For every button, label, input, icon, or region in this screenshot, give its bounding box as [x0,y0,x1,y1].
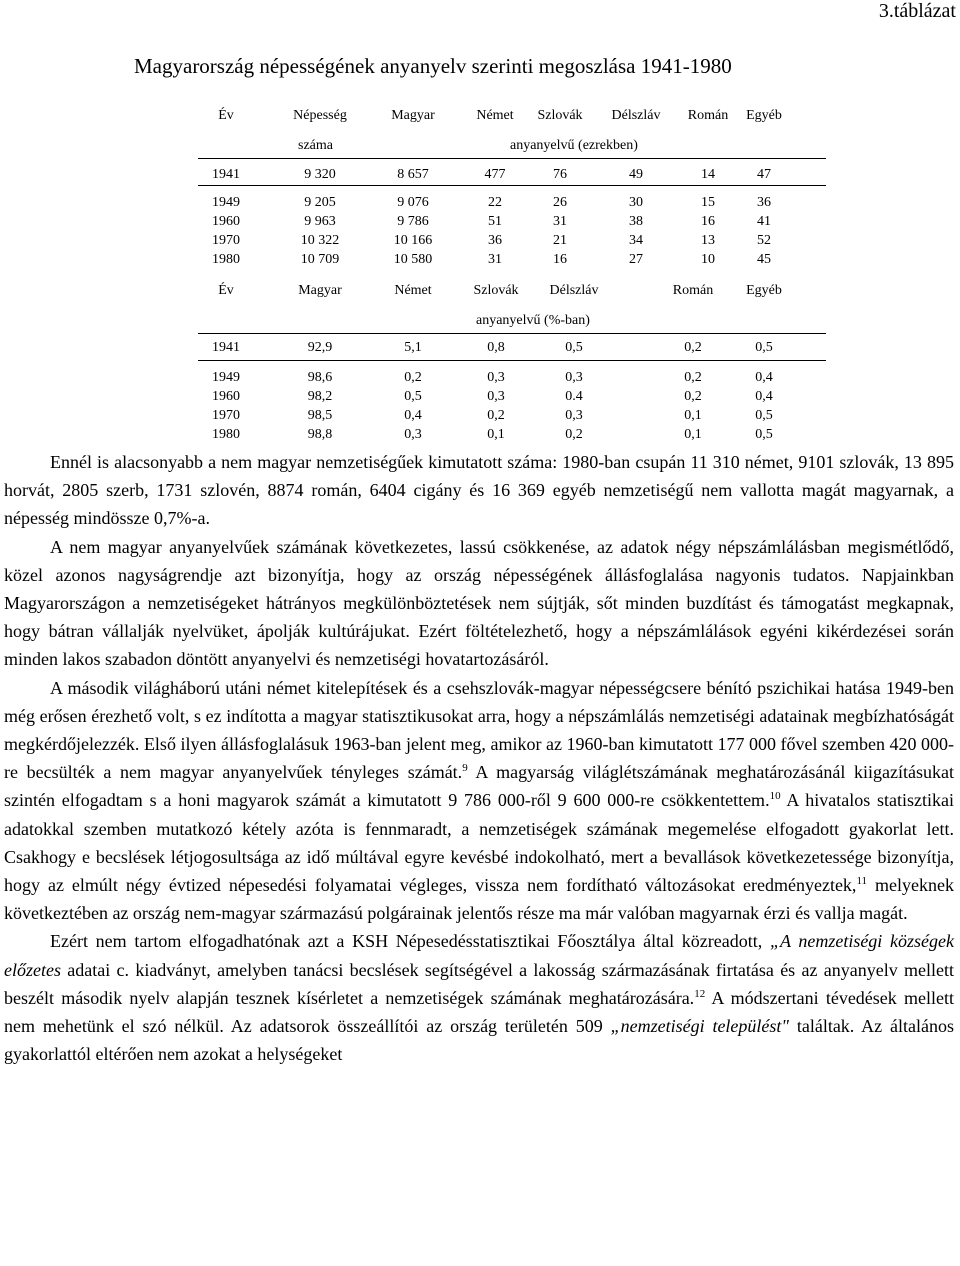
value-cell: 0,3 [487,389,505,404]
value-cell: 0,2 [565,427,583,442]
value-cell: 0,3 [565,370,583,385]
column-header: Német [394,283,432,298]
value-cell: 13 [701,233,715,248]
value-cell: 98,2 [307,389,333,404]
value-cell: 0,2 [487,408,505,423]
value-cell: 8 657 [397,167,429,182]
table-label: 3.táblázat [878,0,956,22]
value-cell: 0.4 [565,389,583,404]
paragraph [4,927,954,1068]
value-cell: 45 [757,252,771,267]
value-cell: 38 [629,214,643,229]
paragraph-text: adatai c. kiadványt, amelyben tanácsi becslések segítségével a lakosság származásának firtatása és az anyanyelv mellett beszélt második nyelv alapján tesznek kísérletet a nemzetiségek számának meghatározására. [4,959,954,1008]
value-cell: 16 [701,214,715,229]
paragraph [4,674,954,928]
value-cell: 47 [757,167,771,182]
footnote-ref[interactable]: 12 [694,987,706,1000]
value-cell: 477 [484,167,506,182]
value-cell: 98,6 [307,370,333,385]
population-table [198,108,826,278]
value-cell: 0,2 [684,370,702,385]
header-sub-population: száma [298,138,333,153]
table-row [198,389,826,407]
value-cell: 31 [553,214,567,229]
value-cell: 10 166 [393,233,433,248]
value-cell: 0,5 [404,389,422,404]
footnote-ref[interactable]: 11 [856,875,868,888]
column-header: Román [687,108,729,123]
table-row [198,427,826,445]
value-cell: 27 [629,252,643,267]
value-cell: 76 [553,167,567,182]
table-row [198,252,826,270]
value-cell: 98,5 [307,408,333,423]
value-cell: 10 709 [300,252,340,267]
value-cell: 52 [757,233,771,248]
column-header: Egyéb [746,108,782,123]
value-cell: 10 [701,252,715,267]
table-row [198,233,826,251]
header-sub-unit: anyanyelvű (ezrekben) [510,138,638,153]
column-header: Év [218,108,234,123]
value-cell: 9 205 [304,195,336,210]
value-cell: 0,3 [404,427,422,442]
value-cell: 0,1 [684,408,702,423]
value-cell: 92,9 [307,340,333,355]
value-cell: 10 580 [393,252,433,267]
paragraph-text: Ezért nem tartom elfogadhatónak azt a KSH Népesedésstatisztikai Főosztálya által közreadott, [50,931,770,952]
column-header: Egyéb [746,283,782,298]
value-cell: 0,5 [755,408,773,423]
value-cell: 0,5 [565,340,583,355]
page-title: Magyarország népességének anyanyelv szerinti megoszlása 1941-1980 [134,54,732,78]
table-header-row [198,108,826,126]
value-cell: 98,8 [307,427,333,442]
header-rule [198,158,826,159]
value-cell: 51 [488,214,502,229]
value-cell: 0,5 [755,340,773,355]
footnote-ref[interactable]: 10 [769,790,781,803]
header-sub-unit: anyanyelvű (%-ban) [476,313,590,328]
value-cell: 21 [553,233,567,248]
value-cell: 22 [488,195,502,210]
table-row [198,370,826,388]
column-header: Délszláv [611,108,661,123]
value-cell: 9 076 [397,195,429,210]
paragraph [4,448,954,533]
value-cell: 0,3 [487,370,505,385]
value-cell: 49 [629,167,643,182]
paragraph-text: A módszertani tévedések mellett nem mehetünk el szó nélkül. Az adatsorok összeállítói az ország területén 509 [4,987,954,1037]
paragraph-text: találtak. Az általános gyakorlattól eltérően nem azokat a helységeket [4,1016,954,1065]
quoted-term: „nemzetiségi települést" [610,1016,789,1037]
table-row [198,408,826,426]
value-cell: 26 [553,195,567,210]
column-header: Szlovák [537,108,583,123]
paragraph-text: Ennél is alacsonyabb a nem magyar nemzetiségűek kimutatott száma: 1980-ban csupán 11 310 német, 9101 szlovák, 13 895 horvát, 2805 szerb, 1731 szlovén, 8874 román, 6404 cigány és 16 369 egyéb nemzetiségű nem vallotta magát magyarnak, a népesség mindössze 0,7%-a. [4,452,954,529]
row-rule [198,360,826,361]
value-cell: 15 [701,195,715,210]
row-rule [198,185,826,186]
value-cell: 0,5 [755,427,773,442]
column-header: Délszláv [549,283,599,298]
value-cell: 0,1 [684,427,702,442]
value-cell: 0,2 [684,340,702,355]
body-text [4,448,954,1068]
column-header: Szlovák [473,283,519,298]
column-header: Román [672,283,714,298]
paragraph [4,533,954,674]
value-cell: 31 [488,252,502,267]
year-cell: 1941 [212,167,240,182]
value-cell: 14 [701,167,715,182]
value-cell: 0,8 [487,340,505,355]
paragraph-text: melyeknek következtében az ország nem-magyar származású polgárainak jelentős része ma már valóban magyarnak érzi és vallja magát. [4,875,954,924]
year-cell: 1941 [212,340,240,355]
year-cell: 1949 [212,195,240,210]
paragraph-text: A nem magyar anyanyelvűek számának következetes, lassú csökkenése, az adatok négy népszámlálásban megismétlődő, közel azonos nagyságrendje azt bizonyítja, hogy az ország népességének állásfoglalása nagyonis tudatos. Napjainkban Magyarországon a nemzetiségeket hátrányos megkülönböztetések nem sújtják, sőt minden buzdítást és támogatást megkapnak, hogy bátran vállalják nyelvüket, ápolják kultúrájukat. Ezért föltételezhető, hogy a népszámlálások egyéni kikérdezései során minden lakos szabadon döntött anyanyelvi és nemzetiségi hovatartozásáról. [4,536,954,670]
column-header: Német [476,108,514,123]
value-cell: 34 [629,233,643,248]
value-cell: 5,1 [404,340,422,355]
table-row [198,167,826,185]
column-header: Év [218,283,234,298]
value-cell: 0,4 [755,389,773,404]
value-cell: 10 322 [300,233,340,248]
year-cell: 1980 [212,427,240,442]
value-cell: 0,4 [755,370,773,385]
value-cell: 9 320 [304,167,336,182]
publication-title: „A nemzetiségi községek előzetes [4,931,954,980]
paragraph-text: A második világháború utáni német kitelepítések és a csehszlovák-magyar népességcsere bénító pszichikai hatása 1949-ben még erősen érezhető volt, s ez indította a magyar statisztikusokat arra, hogy a népszámlálás nemzetiségi adatainak megbízhatóságát megkérdőjelezzék. Első ilyen állásfoglalásuk 1963-ban jelent meg, amikor az 1960-ban kimutatott 177 000 fővel szemben 420 000-re becsülték a nem magyar anyanyelvűek tényleges számát. [4,677,954,783]
table-row [198,340,826,358]
column-header: Magyar [391,108,435,123]
paragraph-text: A hivatalos statisztikai adatokkal szemben mutatkozó kétely azótа is fennmaradt, a nemzetiségek számának megemelése elfogadott gyakorlat lett. Csakhogy e becslések létjogosultsága az idő múltával egyre kevésbé indokolható, mert a bevallások következetessége bizonyítja, hogy az elmúlt négy évtized népesedési folyamatai végleges, vissza nem fordítható változásokat eredményeztek, [4,790,955,896]
value-cell: 36 [488,233,502,248]
value-cell: 0,2 [684,389,702,404]
column-header: Magyar [298,283,342,298]
year-cell: 1970 [212,233,240,248]
value-cell: 16 [553,252,567,267]
year-cell: 1960 [212,389,240,404]
header-rule [198,333,826,334]
value-cell: 9 963 [304,214,336,229]
table-row [198,214,826,232]
table-row [198,195,826,213]
value-cell: 36 [757,195,771,210]
value-cell: 30 [629,195,643,210]
table-header-row [198,283,826,301]
footnote-ref[interactable]: 9 [462,762,468,775]
value-cell: 0,1 [487,427,505,442]
value-cell: 9 786 [397,214,429,229]
value-cell: 0,4 [404,408,422,423]
value-cell: 0,2 [404,370,422,385]
year-cell: 1949 [212,370,240,385]
paragraph-text: A magyarság világlétszámának meghatározásánál kiigazításukat szintén elfogadtam s a honi magyarok számát a kimutatott 9 786 000-ről 9 600 000-re csökkentettem. [4,762,954,811]
year-cell: 1980 [212,252,240,267]
year-cell: 1970 [212,408,240,423]
value-cell: 0,3 [565,408,583,423]
column-header: Népesség [293,108,347,123]
year-cell: 1960 [212,214,240,229]
value-cell: 41 [757,214,771,229]
percentage-table [198,283,826,443]
